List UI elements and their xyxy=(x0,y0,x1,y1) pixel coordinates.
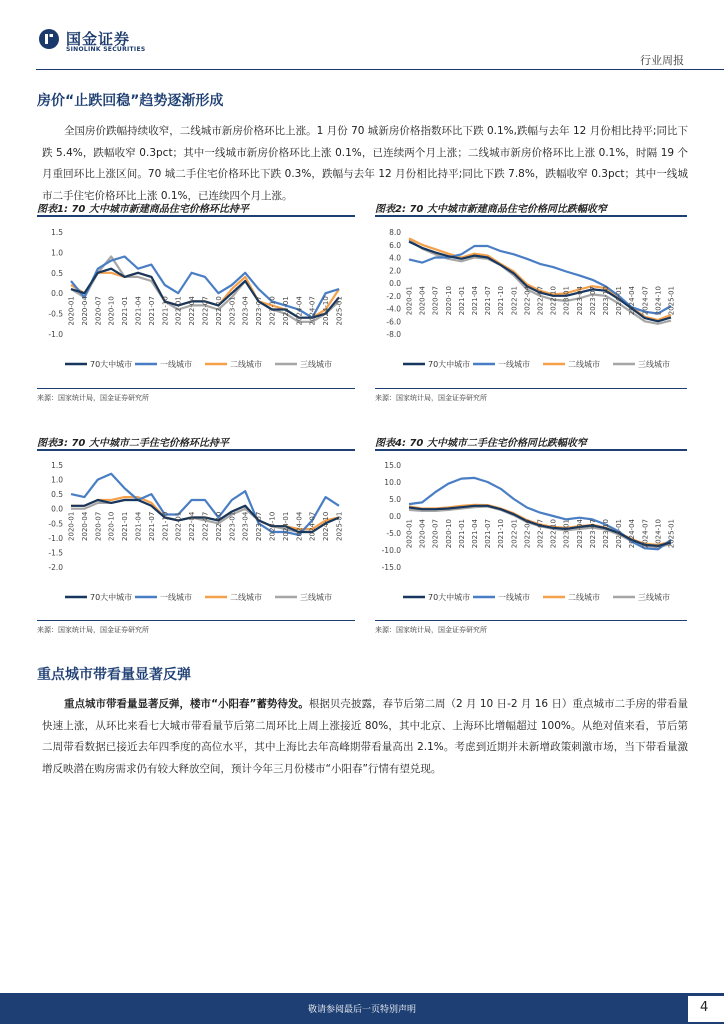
x-tick-label: 2021-01 xyxy=(121,511,130,541)
legend-label: 一线城市 xyxy=(160,593,192,602)
x-tick-label: 2020-04 xyxy=(418,286,427,316)
x-tick-label: 2023-04 xyxy=(575,519,584,549)
y-tick-label: -15.0 xyxy=(381,563,401,572)
x-tick-label: 2022-04 xyxy=(188,511,197,541)
x-tick-label: 2020-07 xyxy=(94,511,103,541)
y-tick-label: -1.0 xyxy=(48,330,63,339)
section2-title: 重点城市带看量显著反弹 xyxy=(37,667,191,683)
legend-label: 二线城市 xyxy=(568,360,600,369)
legend-label: 二线城市 xyxy=(568,593,600,602)
chart-3 xyxy=(37,455,355,615)
x-tick-label: 2025-01 xyxy=(667,519,676,549)
x-tick-label: 2020-07 xyxy=(431,519,440,549)
legend-label: 三线城市 xyxy=(300,593,332,602)
y-tick-label: -1.5 xyxy=(48,548,63,558)
x-tick-label: 2022-10 xyxy=(214,511,223,541)
x-tick-label: 2025-01 xyxy=(335,296,344,326)
y-tick-label: -5.0 xyxy=(386,529,401,538)
x-tick-label: 2022-10 xyxy=(214,296,223,326)
x-tick-label: 2021-10 xyxy=(497,519,506,549)
x-tick-label: 2025-01 xyxy=(335,511,344,541)
x-tick-label: 2021-07 xyxy=(484,286,493,316)
legend-label: 三线城市 xyxy=(300,360,332,369)
section1-title: 房价“止跌回稳”趋势逐渐形成 xyxy=(37,93,224,109)
logo-en: SINOLINK SECURITIES xyxy=(66,46,146,53)
x-tick-label: 2024-01 xyxy=(615,286,624,316)
x-tick-label: 2022-07 xyxy=(536,286,545,316)
x-tick-label: 2024-07 xyxy=(641,519,650,549)
x-tick-label: 2021-10 xyxy=(497,286,506,316)
x-tick-label: 2023-04 xyxy=(575,286,584,316)
chart-1 xyxy=(37,222,355,382)
y-tick-label: 2.0 xyxy=(389,266,401,276)
x-tick-label: 2021-04 xyxy=(134,511,143,541)
x-tick-label: 2021-04 xyxy=(134,296,143,326)
x-tick-label: 2022-10 xyxy=(549,519,558,549)
x-tick-label: 2020-07 xyxy=(94,296,103,326)
x-tick-label: 2025-01 xyxy=(667,286,676,316)
x-tick-label: 2024-07 xyxy=(308,296,317,326)
x-tick-label: 2022-04 xyxy=(523,286,532,316)
y-tick-label: 6.0 xyxy=(389,240,401,250)
chart-4 xyxy=(375,455,687,615)
header-divider xyxy=(36,69,724,70)
section2-lead: 重点城市带看量显著反弹，楼市“小阳春”蓄势待发。 xyxy=(64,698,309,710)
x-tick-label: 2021-10 xyxy=(161,296,170,326)
x-tick-label: 2022-04 xyxy=(523,519,532,549)
y-tick-label: 0.5 xyxy=(51,490,63,500)
x-tick-label: 2024-10 xyxy=(322,296,331,326)
x-tick-label: 2023-04 xyxy=(241,511,250,541)
x-tick-label: 2024-07 xyxy=(308,511,317,541)
y-tick-label: -0.5 xyxy=(48,309,63,319)
x-tick-label: 2023-10 xyxy=(602,286,610,316)
x-tick-label: 2020-10 xyxy=(107,511,116,541)
x-tick-label: 2023-07 xyxy=(588,519,597,549)
x-tick-label: 2020-07 xyxy=(431,286,440,316)
x-tick-label: 2024-10 xyxy=(322,511,331,541)
y-tick-label: -2.0 xyxy=(386,291,401,301)
y-tick-label: -6.0 xyxy=(386,317,401,327)
x-tick-label: 2021-04 xyxy=(471,286,479,316)
x-tick-label: 2023-04 xyxy=(241,296,250,326)
fig4-title: 图表4: 70 大中城市二手住宅价格同比跌幅收窄 xyxy=(375,438,587,449)
x-tick-label: 2024-01 xyxy=(615,519,624,549)
x-tick-label: 2023-10 xyxy=(268,511,277,541)
legend-label: 一线城市 xyxy=(160,360,192,369)
legend-label: 二线城市 xyxy=(230,593,262,602)
fig1-source-rule xyxy=(37,388,355,389)
y-tick-label: -2.0 xyxy=(48,563,63,572)
fig3-title-rule xyxy=(37,449,355,451)
y-tick-label: -4.0 xyxy=(386,304,401,314)
x-tick-label: 2021-07 xyxy=(147,511,156,541)
legend-label: 三线城市 xyxy=(638,593,670,602)
x-tick-label: 2021-04 xyxy=(471,519,479,549)
report-type: 行业周报 xyxy=(640,54,684,67)
logo-icon xyxy=(38,28,60,50)
y-tick-label: 8.0 xyxy=(389,228,401,237)
y-tick-label: 4.0 xyxy=(389,253,401,263)
x-tick-label: 2023-10 xyxy=(268,296,277,326)
footer-disclaimer: 敬请参阅最后一页特别声明 xyxy=(307,1005,416,1015)
x-tick-label: 2021-01 xyxy=(121,296,130,326)
x-tick-label: 2020-01 xyxy=(405,519,414,549)
x-tick-label: 2022-01 xyxy=(510,286,519,316)
fig3-title: 图表3: 70 大中城市二手住宅价格环比持平 xyxy=(37,438,229,449)
y-tick-label: 1.5 xyxy=(51,228,63,237)
section2-paragraph: 根据贝壳披露，春节后第二周（2 月 10 日-2 月 16 日）重点城市二手房的带看量快速上涨，从环比来看七大城市带看量节后第二周环比上周上涨接近 80%，其中北京、上海环比增幅超过 100%。从绝对值来看，节后第二周带看数据已接近去年四季度的高位水平，其中上海比去年高峰期带看量高出 2.1%。考虑到近期并未新增政策刺激市场，当下带看量激增反映潜在购房需求仍有较大释放空间，预计今年三月份楼市“小阳春”行情有望兑现。 xyxy=(42,698,688,775)
legend-label: 70大中城市 xyxy=(428,360,471,369)
x-tick-label: 2024-10 xyxy=(654,519,663,549)
y-tick-label: -8.0 xyxy=(386,330,401,339)
y-tick-label: 5.0 xyxy=(389,495,401,504)
x-tick-label: 2022-10 xyxy=(549,286,558,316)
x-tick-label: 2022-01 xyxy=(174,296,183,326)
y-tick-label: 1.0 xyxy=(51,475,63,485)
y-tick-label: 0.0 xyxy=(51,289,63,299)
y-tick-label: 0.0 xyxy=(389,279,401,288)
x-tick-label: 2021-01 xyxy=(457,286,466,316)
x-tick-label: 2021-10 xyxy=(161,511,170,541)
x-tick-label: 2020-01 xyxy=(67,511,76,541)
x-tick-label: 2022-07 xyxy=(201,296,210,326)
x-tick-label: 2024-01 xyxy=(281,511,290,541)
fig2-source-rule xyxy=(375,388,687,389)
fig2-source: 来源：国家统计局，国金证券研究所 xyxy=(375,394,487,402)
x-tick-label: 2024-01 xyxy=(281,296,290,326)
x-tick-label: 2020-04 xyxy=(418,519,427,549)
x-tick-label: 2023-07 xyxy=(588,286,597,316)
y-tick-label: -10.0 xyxy=(381,546,401,555)
page-number: 4 xyxy=(700,1000,709,1015)
x-tick-label: 2023-07 xyxy=(255,296,264,326)
y-tick-label: 10.0 xyxy=(384,478,401,487)
legend-label: 一线城市 xyxy=(498,360,530,369)
x-tick-label: 2023-07 xyxy=(255,511,264,541)
x-tick-label: 2022-01 xyxy=(174,511,183,541)
fig2-title-rule xyxy=(375,215,687,217)
x-tick-label: 2020-10 xyxy=(444,286,453,316)
x-tick-label: 2022-07 xyxy=(536,519,545,549)
x-tick-label: 2022-04 xyxy=(188,296,197,326)
fig4-title-rule xyxy=(375,449,687,451)
y-tick-label: 1.5 xyxy=(51,461,63,470)
x-tick-label: 2020-10 xyxy=(107,296,116,326)
fig1-title: 图表1: 70 大中城市新建商品住宅价格环比持平 xyxy=(37,204,249,215)
fig1-source: 来源：国家统计局，国金证券研究所 xyxy=(37,394,149,402)
x-tick-label: 2021-07 xyxy=(147,296,156,326)
legend-label: 70大中城市 xyxy=(90,593,133,602)
x-tick-label: 2020-10 xyxy=(444,519,453,549)
y-tick-label: -0.5 xyxy=(48,519,63,529)
legend-label: 三线城市 xyxy=(638,360,670,369)
x-tick-label: 2023-01 xyxy=(562,519,571,549)
x-tick-label: 2023-01 xyxy=(562,286,571,316)
y-tick-label: 0.5 xyxy=(51,268,63,278)
x-tick-label: 2024-07 xyxy=(641,286,650,316)
legend-label: 一线城市 xyxy=(498,593,530,602)
legend-label: 二线城市 xyxy=(230,360,262,369)
x-tick-label: 2020-04 xyxy=(80,296,89,326)
fig3-source-rule xyxy=(37,620,355,621)
x-tick-label: 2020-01 xyxy=(67,296,76,326)
x-tick-label: 2021-07 xyxy=(484,519,493,549)
x-tick-label: 2024-04 xyxy=(628,519,637,549)
legend-label: 70大中城市 xyxy=(428,593,471,602)
x-tick-label: 2021-01 xyxy=(457,519,466,549)
fig4-source-rule xyxy=(375,620,687,621)
fig2-title: 图表2: 70 大中城市新建商品住宅价格同比跌幅收窄 xyxy=(375,204,607,215)
x-tick-label: 2024-04 xyxy=(628,286,637,316)
legend-label: 70大中城市 xyxy=(90,360,133,369)
section1-paragraph: 全国房价跌幅持续收窄，二线城市新房价格环比上涨。1 月份 70 城新房价格指数环比下跌 0.1%,跌幅与去年 12 月份相比持平;同比下跌 5.4%，跌幅收窄 0.3pct；其中一线城市新房价格环比上涨 0.1%，已连续两个月上涨；二线城市新房价格环比上涨 0.1%，时隔 19 个月重回环比上涨区间。70 城二手住宅价格环比下跌 0.3%，跌幅与去年 12 月份相比持平;同比下跌 7.8%，跌幅收窄 0.3pct；其中一线城市二手住宅价格环比上涨 0.1%，已连续四个月上涨。 xyxy=(42,125,688,202)
fig4-source: 来源：国家统计局，国金证券研究所 xyxy=(375,626,487,634)
x-tick-label: 2020-04 xyxy=(80,511,89,541)
x-tick-label: 2023-01 xyxy=(228,296,237,326)
logo-cn: 国金证券 xyxy=(66,30,131,48)
x-tick-label: 2022-01 xyxy=(510,519,519,549)
chart-2 xyxy=(375,222,687,382)
x-tick-label: 2023-01 xyxy=(228,511,237,541)
y-tick-label: 0.0 xyxy=(51,504,63,514)
fig3-source: 来源：国家统计局，国金证券研究所 xyxy=(37,626,149,634)
y-tick-label: 0.0 xyxy=(389,512,401,521)
x-tick-label: 2024-04 xyxy=(295,511,304,541)
fig1-title-rule xyxy=(37,215,355,217)
y-tick-label: 15.0 xyxy=(384,461,401,470)
x-tick-label: 2022-07 xyxy=(201,511,210,541)
x-tick-label: 2024-04 xyxy=(295,296,304,326)
x-tick-label: 2023-10 xyxy=(602,519,610,549)
y-tick-label: 1.0 xyxy=(51,248,63,258)
x-tick-label: 2020-01 xyxy=(405,286,414,316)
section2-body xyxy=(42,694,688,780)
x-tick-label: 2024-10 xyxy=(654,286,663,316)
y-tick-label: -1.0 xyxy=(48,533,63,543)
